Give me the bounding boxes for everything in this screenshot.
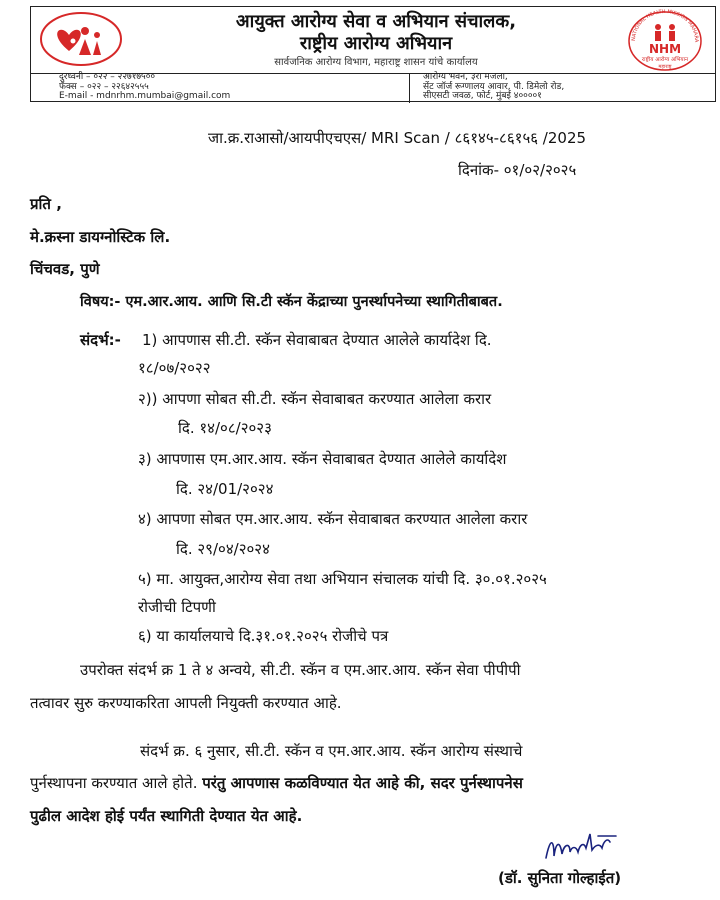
reference-item-6: ६) या कार्यालयाचे दि.३१.०१.२०२५ रोजीचे पत्र	[138, 627, 389, 645]
svg-text:NATIONAL HEALTH MISSION MAHARA	[625, 9, 699, 43]
reference-item-1: 1) आपणास सी.टी. स्कॅन सेवाबाबत देण्यात आलेले कार्यादेश दि.	[142, 331, 492, 349]
public-health-dept-logo	[39, 11, 123, 67]
paragraph-1-line-2: तत्वावर सुरु करण्याकरिता आपली नियुक्ती करण्यात आहे.	[30, 694, 342, 712]
reference-item-4-date: दि. २९/०४/२०२४	[176, 540, 270, 558]
reference-item-5-cont: रोजीची टिपणी	[138, 598, 216, 616]
references-label: संदर्भ:-	[80, 331, 121, 349]
nhm-logo	[625, 9, 705, 71]
reference-item-5: ५) मा. आयुक्त,आरोग्य सेवा तथा अभियान संचालक यांची दि. ३०.०१.२०२५	[138, 570, 547, 588]
addressee-city: चिंचवड, पुणे	[30, 260, 100, 278]
reference-item-4: ४) आपणा सोबत एम.आर.आय. स्कॅन सेवाबाबत करण्यात आलेला करार	[138, 510, 528, 528]
subject-line: विषय:- एम.आर.आय. आणि सि.टी स्कॅन केंद्राच्या पुनर्स्थापनेच्या स्थागितीबाबत.	[80, 294, 503, 310]
office-address	[423, 73, 703, 102]
to-label: प्रति ,	[30, 195, 62, 213]
signatory-name: (डॉ. सुनिता गोल्हाईत)	[498, 869, 622, 887]
office-title	[141, 11, 611, 55]
email-address: E-mail - mdnrhm.mumbai@gmail.com	[59, 91, 231, 101]
paragraph-2-line-2-bold: परंतु आपणास कळविण्यात येत आहे की, सदर पुर्नस्थापनेस	[202, 774, 523, 792]
paragraph-1-line-1: उपरोक्त संदर्भ क्र 1 ते ४ अन्वये, सी.टी. स्कॅन व एम.आर.आय. स्कॅन सेवा पीपीपी	[80, 661, 521, 679]
letter-date: दिनांक- ०१/०२/२०२५	[458, 161, 577, 179]
reference-item-3-date: दि. २४/01/२०२४	[176, 480, 274, 498]
addressee-name: मे.क्रस्ना डायग्नोस्टिक लि.	[30, 228, 171, 246]
address-line-1: आरोग्य भवन, ३रा मजला,	[423, 72, 508, 82]
paragraph-2-line-3: पुढील आदेश होई पर्यंत स्थागिती देण्यात येत आहे.	[30, 807, 303, 825]
nhm-logo-state: महाराष्ट्र	[658, 64, 672, 70]
reference-item-3: ३) आपणास एम.आर.आय. स्कॅन सेवाबाबत देण्यात आलेले कार्यादेश	[138, 450, 507, 468]
letterhead-contact-row	[31, 73, 715, 103]
reference-item-2-date: दि. १४/०८/२०२३	[178, 419, 272, 437]
letterhead-top	[31, 7, 715, 74]
phone-number: दुरध्वनी – ०२२ – २२७१७५००	[59, 72, 156, 82]
fax-number: फॅक्स – ०२२ – २२६४२५५५	[59, 81, 149, 92]
address-line-3: सीएसटी जवळ, फोर्ट, मुंबई ४००००१	[423, 91, 542, 101]
contact-block	[59, 73, 399, 102]
nhm-logo-ring-text: NATIONAL HEALTH MISSION MAHARA	[630, 9, 700, 43]
nhm-logo-subtitle: राष्ट्रीय आरोग्य अभियान	[641, 57, 689, 63]
contact-divider	[409, 73, 410, 103]
letterhead	[30, 6, 716, 102]
handwritten-signature	[540, 828, 620, 868]
nhm-logo-text: NHM	[648, 42, 682, 56]
reference-item-1-date: १८/०७/२०२२	[138, 359, 211, 377]
paragraph-2-line-2	[30, 773, 523, 793]
office-title-line1: आयुक्त आरोग्य सेवा व अभियान संचालक,	[235, 11, 517, 32]
paragraph-2-line-1: संदर्भ क्र. ६ नुसार, सी.टी. स्कॅन व एम.आर.आय. स्कॅन आरोग्य संस्थाचे	[140, 742, 523, 760]
reference-number: जा.क्र.राआसो/आयपीएचएस/ MRI Scan / ८६१४५-८६१५६ /2025	[208, 129, 587, 147]
paragraph-2-line-2-normal: पुर्नस्थापना करण्यात आले होते.	[30, 774, 203, 792]
department-line: सार्वजनिक आरोग्य विभाग, महाराष्ट्र शासन यांचे कार्यालय	[274, 57, 478, 68]
reference-item-2: २)) आपणा सोबत सी.टी. स्कॅन सेवाबाबत करण्यात आलेला करार	[138, 390, 492, 408]
address-line-2: सेंट जॉर्ज रूग्णालय आवार, पी. डिमेलो रोड,	[423, 81, 565, 92]
office-title-line2: राष्ट्रीय आरोग्य अभियान	[299, 33, 453, 54]
